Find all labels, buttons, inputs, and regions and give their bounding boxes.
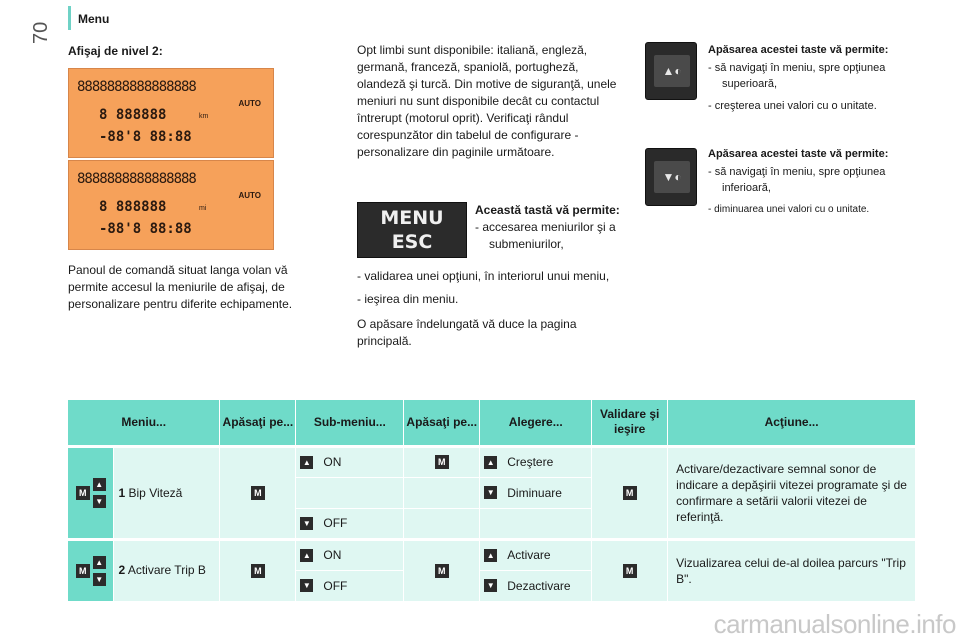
m-button-icon: M	[623, 486, 637, 500]
lcd-mid-row: 8 888888	[99, 107, 167, 123]
validate-cell	[592, 539, 668, 601]
page-title: Menu	[78, 12, 110, 26]
choice-increase: Creştere	[507, 455, 554, 469]
list-item: - să navigaţi în meniu, spre opţiunea superioară,	[708, 62, 886, 90]
up-key-heading: Apăsarea acestei taste vă permite:	[708, 44, 889, 56]
action-cell: Activare/dezactivare semnal sonor de indicare a depăşirii vitezei programate şi de confirmare a setării valorii vitezei de referinţă.	[668, 446, 916, 539]
down-key-image	[645, 148, 697, 206]
lcd-auto-label: AUTO	[238, 191, 261, 200]
up-button-icon: ▲	[484, 456, 497, 469]
row-number: 2	[118, 563, 126, 577]
down-arrow-icon: ▼◐	[654, 161, 690, 193]
up-button-icon: ▲	[93, 556, 106, 569]
table-row	[68, 539, 916, 570]
list-item: - validarea unei opţiuni, în interiorul unui meniu,	[357, 269, 610, 283]
m-button-icon: M	[76, 486, 90, 500]
choice-cell	[480, 446, 592, 477]
lcd-display-mi	[68, 160, 274, 250]
down-button-icon: ▼	[484, 486, 497, 499]
press2-cell-empty	[404, 508, 480, 539]
m-button-icon: M	[251, 564, 265, 578]
m-button-icon: M	[435, 455, 449, 469]
up-key-description	[708, 42, 933, 114]
up-button-icon: ▲	[300, 549, 313, 562]
list-item: - ieşirea din meniu.	[357, 292, 459, 306]
up-button-icon: ▲	[484, 549, 497, 562]
submenu-cell	[296, 570, 404, 601]
m-button-icon: M	[435, 564, 449, 578]
menu-name: Bip Viteză	[128, 485, 183, 500]
press-cell	[220, 446, 296, 539]
choice-cell	[480, 570, 592, 601]
down-button-icon: ▼	[93, 573, 106, 586]
submenu-cell	[296, 508, 404, 539]
page-number: 70	[30, 21, 52, 44]
menu-key-label: MENU	[380, 207, 444, 229]
up-arrow-icon: ▲◐	[654, 55, 690, 87]
choice-deactivate: Dezactivare	[507, 578, 571, 593]
lcd-top-row: 8888888888888888	[77, 79, 196, 95]
lcd-top-row: 8888888888888888	[77, 171, 196, 187]
lcd-bottom-row: -88'8 88:88	[99, 221, 192, 237]
row-number: 1	[118, 485, 126, 500]
choice-activate: Activare	[507, 548, 551, 562]
down-button-icon: ▼	[484, 579, 497, 592]
lcd-mid-row: 8 888888	[99, 199, 167, 215]
header-action: Acţiune...	[668, 400, 916, 446]
down-button-icon: ▼	[93, 495, 106, 508]
header-menu: Meniu...	[68, 400, 220, 446]
configuration-table	[68, 400, 916, 602]
submenu-on: ON	[323, 548, 342, 562]
nav-buttons-cell	[68, 539, 114, 601]
validate-cell	[592, 446, 668, 539]
esc-key-label: ESC	[391, 231, 433, 253]
menu-key-heading: Această tastă vă permite:	[475, 203, 620, 217]
submenu-cell-empty	[296, 477, 404, 508]
header-choice: Alegere...	[480, 400, 592, 446]
submenu-on: ON	[323, 455, 342, 469]
header-accent-bar	[68, 6, 71, 30]
action-cell: Vizualizarea celui de-al doilea parcurs "Trip B".	[668, 539, 916, 601]
menu-key-list	[357, 268, 627, 350]
lcd-auto-label: AUTO	[238, 99, 261, 108]
menu-key-item: - accesarea meniurilor şi a submeniurilor,	[475, 220, 616, 251]
m-button-icon: M	[623, 564, 637, 578]
list-item: - creşterea unei valori cu o unitate.	[708, 100, 877, 112]
m-button-icon: M	[76, 564, 90, 578]
submenu-off: OFF	[323, 516, 348, 530]
up-button-icon: ▲	[300, 456, 313, 469]
list-item: - diminuarea unei valori cu o unitate.	[708, 204, 870, 215]
submenu-cell	[296, 446, 404, 477]
menu-key-description	[475, 202, 635, 253]
lcd-display-km	[68, 68, 274, 158]
intro-paragraph: Panoul de comandă situat langa volan vă permite accesul la meniurile de afişaj, de personalizare pentru diferite echipamente.	[68, 263, 293, 311]
menu-cell	[114, 539, 220, 601]
press2-cell	[404, 539, 480, 601]
press-cell	[220, 539, 296, 601]
choice-cell	[480, 539, 592, 570]
table-header-row	[68, 400, 916, 446]
choice-cell	[480, 477, 592, 508]
press2-cell-empty	[404, 477, 480, 508]
choice-cell-empty	[480, 508, 592, 539]
header-press1: Apăsaţi pe...	[220, 400, 296, 446]
lcd-unit-km: km	[199, 113, 209, 120]
down-key-description	[708, 146, 933, 218]
submenu-off: OFF	[323, 578, 348, 593]
list-item: - să navigaţi în meniu, spre opţiunea inferioară,	[708, 166, 886, 194]
press2-cell	[404, 446, 480, 477]
choice-decrease: Diminuare	[507, 485, 562, 500]
menu-cell	[114, 446, 220, 539]
closing-paragraph: O apăsare îndelungată vă duce la pagina principală.	[357, 317, 577, 348]
m-button-icon: M	[251, 486, 265, 500]
up-key-image	[645, 42, 697, 100]
table-row	[68, 446, 916, 477]
lcd-unit-mi: mi	[199, 205, 207, 212]
down-button-icon: ▼	[300, 517, 313, 530]
submenu-cell	[296, 539, 404, 570]
section-title: Afişaj de nivel 2:	[68, 44, 163, 58]
up-button-icon: ▲	[93, 478, 106, 491]
down-key-heading: Apăsarea acestei taste vă permite:	[708, 148, 889, 160]
header-press2: Apăsaţi pe...	[404, 400, 480, 446]
nav-buttons-cell	[68, 446, 114, 539]
down-button-icon: ▼	[300, 579, 313, 592]
menu-name: Activare Trip B	[127, 563, 206, 577]
menu-esc-key-image	[357, 202, 467, 258]
lcd-bottom-row: -88'8 88:88	[99, 129, 192, 145]
header-submenu: Sub-meniu...	[296, 400, 404, 446]
languages-paragraph: Opt limbi sunt disponibile: italiană, engleză, germană, franceză, spaniolă, portugheză, olandeză şi turcă. Din motive de siguranţă, unele meniuri nu sunt disponibile decât cu contactul întrerupt (motorul oprit). Verificaţi rândul corespunzător din tabelul de configurare - personalizare din paginile următoare.	[357, 43, 617, 159]
header-validate: Validare şi ieşire	[592, 400, 668, 446]
watermark: carmanualsonline.info	[713, 609, 956, 639]
